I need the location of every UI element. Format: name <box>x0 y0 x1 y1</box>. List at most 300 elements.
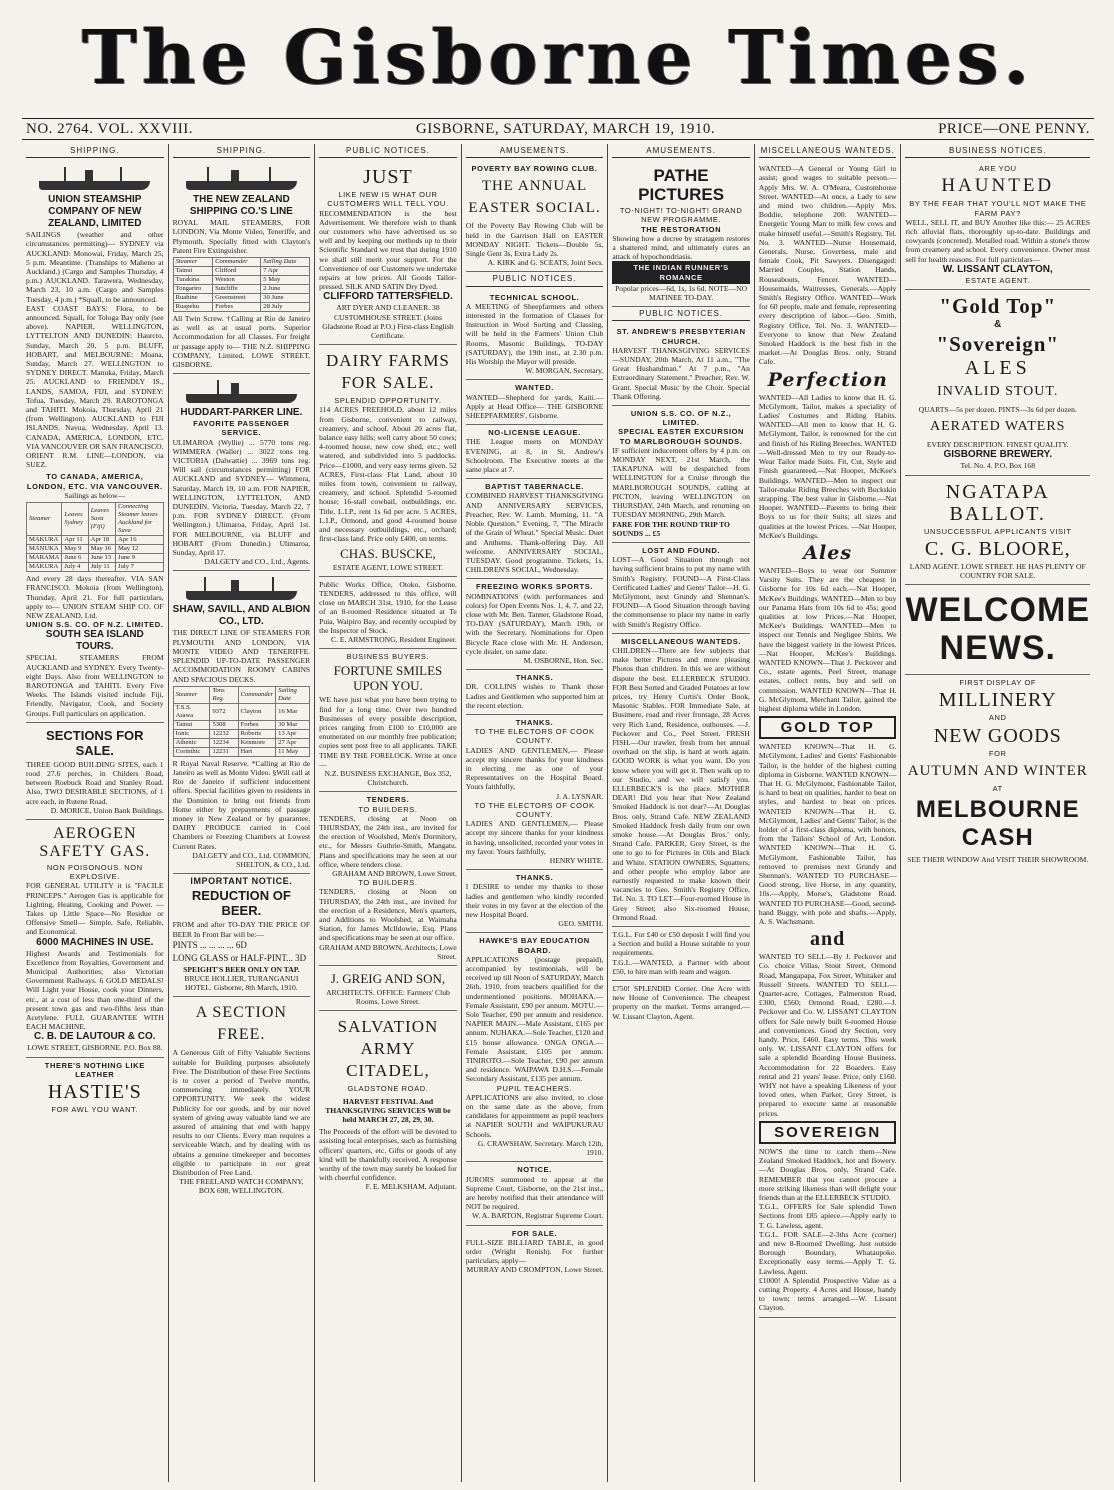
price: PRICE—ONE PENNY. <box>938 120 1090 137</box>
property-ad <box>612 981 750 1025</box>
ad-text: LOST—A Good Situation through not having sufficient brains to put my name with Smith's Registry. FOUND—A First-Class Certificated Ladies' and Gents' Tailor—H. G. McGlymont, next Grundy and Shennan's. FOUND—A Good Situation through having the commonsense to place my name in early with Smith's Registry Office. <box>612 555 750 629</box>
ad-title: C. G. BLOORE, <box>924 537 1071 560</box>
beer-notice-ad <box>173 874 311 997</box>
freezing-works-ad <box>466 579 604 670</box>
table-cell: 7 Apr <box>261 267 310 276</box>
ad-text: Public Works Office, Otoko, Gisborne. TENDERS, addressed to this office, will close on MARCH 31st, 1910, for the Lease of an 8-roomed Residence situated at Te Puia, Waipiro Bay, and recently occupied by the Inspector of Stock. <box>319 579 457 635</box>
ad-text: RECOMMENDATION is the best Advertisement. We therefore wish to thank our customers who have advertised us so well and by keeping our methods up to their Scientific Standard we trust that during 1910 we shall still merit your support. For the Convenience of our Customers we undertake repairs at low prices. All Goods Tailor-pressed. SILK AND SATIN Dry Dyed. <box>319 208 457 292</box>
table-header-cell: Connecting Steamer leaves Auckland for Suva <box>116 503 164 536</box>
ad-title: THE NEW ZEALAND SHIPPING CO.'S LINE <box>189 194 293 218</box>
ad-title: CHAS. BUSCKE, <box>340 545 436 561</box>
ad-subtitle: ESTATE AGENT. <box>965 275 1031 285</box>
table-cell: 11 May <box>276 747 310 756</box>
ad-text: £750! SPLENDID Corner. One Acre with new House of Convenience. The cheapest property on the market. Terms arranged.—W. Lissant Clayton, Agent. <box>612 984 750 1021</box>
ad-text: LADIES AND GENTLEMEN,— Please accept my sincere thanks for your kindness in having, unsolicited, recorded your votes in my favor. Yours faithfully, <box>465 819 604 856</box>
union-steamship-ad <box>26 161 164 723</box>
display-word: and <box>810 928 846 951</box>
ad-text: Showing how a decree by stratagem restores a shattered mind, and ultimately cures an attack of hypochondriasis. <box>612 233 750 262</box>
steamship-icon <box>33 166 157 192</box>
ad-subtitle: THANKS. <box>515 673 554 683</box>
ad-subtitle: PUPIL TEACHERS. <box>496 1083 573 1093</box>
ad-subtitle: GLADSTONE ROAD. <box>347 1084 429 1094</box>
table-row <box>173 303 310 312</box>
ad-subtitle: THERE'S NOTHING LIKE LEATHER <box>44 1060 145 1079</box>
ad-text: FROM and after TO-DAY THE PRICE OF BEER In Front Bar will be:— <box>172 920 311 939</box>
ad-signature: M. OSBORNE, Hon. Sec. <box>523 655 604 665</box>
table-cell: May 9 <box>62 545 88 554</box>
ad-text: Highest Awards and Testimonials for Excellence from Royalties, Government and Municipal Authorities; also Victorian Government Railways. 6 GOLD MEDALS! Will Light your House, cook your Dinners, etc., at a cost of less than one-third of the present town gas and two-fifths less than Acetylene. FULL GUARANTEE WITH EACH MACHINE. <box>26 948 164 1032</box>
table-cell: Hart <box>238 747 276 756</box>
table-cell: 12234 <box>210 738 238 747</box>
ad-text: NOW'S the time to catch them—New Zealand Smoked Haddock, hot and flowery.—At Douglas Bros. only, Strand Cafe. REMEMBER that you cannot procure a more striking likeness than will delight your friends than at the ELLERBECK STUDIO. <box>758 1146 897 1202</box>
aerogen-ad <box>26 820 164 1058</box>
table-cell: 28 July <box>261 303 310 312</box>
table-cell: Apr 18 <box>88 536 115 545</box>
table-row <box>173 294 310 303</box>
ad-text: T.G.L. FOR SALE—2-3ths Acre (corner) and new 8-Roomed Dwelling. Just outside Borough Boundary, Whataupoko. Exceptionally easy terms.—Apply T. G. Lawless, Agent. <box>758 1229 897 1276</box>
ad-title: MELBOURNE CASH <box>915 796 1080 852</box>
ad-signature: G. CRAWSHAW, Secretary. March 12th, 1910. <box>477 1138 604 1158</box>
ad-subtitle: TO CANADA, AMERICA, LONDON, ETC. VIA VANCOUVER. <box>26 472 163 491</box>
jurors-notice-ad <box>466 1162 604 1225</box>
ad-subtitle: NOTICE. <box>517 1165 552 1175</box>
section-heading: PUBLIC NOTICES. <box>612 307 750 321</box>
ad-text: EAST COAST BAYS: Flora, to be announced. Squall, for Tologa Bay only (see above). NAPIER, WELLINGTON, LYTTELTON AND DUNEDIN: Haurcto, Sunday, March 20, 5 p.m. BLUFF, HOBART, and MELBOURNE: Moana, Sunday, March 27. WELLINGTON to SYDNEY DIRECT. Manuka, Friday, March 25. AUCKLAND to FRIENDLY IS., LANDS, SAMOA, FIJI, and SYDNEY: Tofua, Tuesday, March 29. RAROTONGA and TAHITI. Mokoia, Thursday, April 21 (from Wellington). AUCKLAND to FIJI ISLANDS. Navua, Wednesday, April 13. CANADA, AMERICA, LONDON, ETC. VIA VANCOUVER OR SAN FRANCISCO. ORIENT R.M. LINE—LONDON, via SUEZ. <box>26 303 164 470</box>
education-board-ad <box>466 933 604 1162</box>
newspaper-title: The Gisborne Times. <box>81 15 1035 101</box>
table-cell: June 6 <box>62 554 88 563</box>
ad-text: SEE THEIR WINDOW And VISIT THEIR SHOWROOM. <box>907 855 1089 865</box>
column-3 <box>315 144 462 1482</box>
ad-signature: GRAHAM AND BROWN, Architects, Lowe Street. <box>319 942 457 961</box>
architects-ad <box>319 966 457 1011</box>
no-license-ad <box>466 425 604 479</box>
columns <box>22 144 1094 1482</box>
ad-text: R Royal Naval Reserve. *Calling at Rio de Janeiro as well as Monte Video. §Will call at Rio de Janeiro if sufficient inducement offers. Special facilities given to residents in the Dominion to bring out friends from Home either by prepayments of passage money in New Zealand or by guarantee. DAIRY PRODUCE carried in Cool Chambers or Freezing Chambers at Lowest Current Rates. <box>172 758 311 851</box>
misc-wanteds <box>612 634 750 927</box>
table-cell: July 7 <box>116 563 164 572</box>
ad-signature: J. A. LYSNAR. <box>556 791 604 801</box>
ad-text: FULL-SIZE BILLIARD TABLE, in good order (Wright Renish). For further particulars, apply— <box>465 1237 604 1266</box>
pathe-pictures-ad <box>612 161 750 307</box>
section-heading: PUBLIC NOTICES. <box>466 272 604 286</box>
ad-text: I DESIRE to tender my thanks to those ladies and gentlemen who kindly recorded their votes in my favor at the election of the new Hospital Board. <box>465 882 604 920</box>
ad-subtitle: TO BUILDERS. <box>358 804 418 814</box>
ad-subtitle: THE RESTORATION <box>641 224 722 234</box>
ad-subtitle: THANKS. <box>515 873 554 883</box>
ad-subtitle: FAVORITE PASSENGER SERVICE. <box>193 419 290 438</box>
ad-text: EVERY DESCRIPTION. FINEST QUALITY. <box>926 440 1069 450</box>
ad-text: COMBINED HARVEST THANKSGIVING AND ANNIVERSARY SERVICES, Preacher, Rev. W. Lamb. Morning, 11. "A Noble Question." Evening, 7, "The Miracle of the Grain of Wheat." Special Music. Duet and Anthems. Thank-offering Day. All welcome. ANNIVERSARY SOCIAL, TUESDAY. Good programme. Tickets, 1s. CHILDREN'S SOCIAL, Wednesday. <box>465 491 604 575</box>
ad-title: "Sovereign" <box>936 332 1060 357</box>
section-free-ad <box>173 997 311 1199</box>
ad-title: NGATAPA BALLOT. <box>945 480 1050 525</box>
table-cell: 27 Apr <box>276 738 310 747</box>
table-cell: Greenstreet <box>213 294 261 303</box>
table-cell: 16 Mar <box>276 703 310 720</box>
ad-title: MILLINERY <box>938 689 1057 712</box>
ad-signature: F. E. MELKSHAM, Adjutant. <box>365 1182 457 1192</box>
ad-subtitle: FOR SALE. <box>511 1228 558 1238</box>
ad-text: PINTS ... ... ... ... 6D <box>172 939 247 950</box>
ad-text: JURORS summoned to appear at the Supreme Court, Gisborne, on the 21st inst., are hereby notified that their attendance will NOT be required. <box>465 1174 604 1212</box>
ad-text: & <box>994 319 1002 331</box>
ad-text: £1000! A Splendid Prospective Value as a cutting Property. 4 Acres and House, handy to town; terms arranged.—W. Lissant Clayton. <box>758 1275 897 1313</box>
ad-text: LONG GLASS or HALF-PINT... 3D <box>172 952 307 963</box>
table-row <box>27 563 164 572</box>
ad-subtitle: 6000 MACHINES IN USE. <box>36 936 154 948</box>
ad-text: WE have just what you have been trying to find for a long time. Over two hundred Businesses of every possible description, prices ranging from £100 to £10,000 are enumerated on our monthly free publication; copies sent post free to all applicants. TAKE TIME BY THE FORELOCK. Write at once— <box>319 695 457 769</box>
ad-subtitle: LIKE NEW IS WHAT OUR CUSTOMERS WILL TELL YOU. <box>327 190 449 209</box>
table-header-cell: Sailing Date <box>261 258 310 267</box>
ad-subtitle: FOR AWL YOU WANT. <box>51 1105 139 1115</box>
ad-signature: GEO. SMITH. <box>558 919 604 929</box>
table-cell: MAKURA <box>27 563 62 572</box>
table-cell: July 4 <box>62 563 88 572</box>
column-5 <box>608 144 755 1482</box>
table-cell: 5 May <box>261 276 310 285</box>
ad-text: WANTED—All Ladies to know that H. G. McGlymont, Tailor, makes a speciality of Ladies' Costumes and Riding Habits. WANTED—All men to know that H. G. McGlymont, Tailor, is renowned for the cut and finish of his Riding Breeches. WANTED—Well-dressed Men to try our Ready-to-Wear Tailor made Suits. Fit, Cut, Style and Finish guaranteed.—Nat Hooper, McKee's Buildings. WANTED—Men to inspect our Tailor-make Riding Breeches with Buckskin strapping. The best value in Gisborne.—Nat Hooper. WANTED—Parents to bring their Boys to us for their Suits; all sizes and qualities at the lowest Prices. —Nat Hooper, McKee's Buildings. <box>758 392 897 540</box>
ad-text: WELL, SELL IT, and BUY Another like this:— 25 ACRES rich alluvial flats, thoroughly up-to-date. Buildings and cowyards (concreted). Metalled road. Within a stone's throw from creamery and school. Every convenience. Owner must sell for health reasons. For full particulars— <box>905 217 1091 264</box>
table-cell: Tainui <box>173 267 213 276</box>
table-header-cell: Leaves Suva (Fiji) <box>88 503 115 536</box>
ad-subtitle: THE INDIAN RUNNER'S ROMANCE <box>612 261 750 283</box>
table-header-cell: Sailing Date <box>276 686 310 703</box>
ad-text: A MEETING of Sheepfarmers and others interested in the formation of Classes for Instruction in Wool Sorting and Classing, will be held in the Farmers' Union Club Rooms, Masonic Buildings, TO-DAY (SATURDAY), the 19th inst., at 2.30 p.m. His Worship the Mayor will preside. <box>465 301 604 367</box>
ad-text: SAILINGS (weather and other circumstances permitting)— SYDNEY via AUCKLAND: Monowai, Friday, March 25, 5 p.m. Meantime. (Tranships to Maheno at Auckland.) (Cargo and Samples Thursday, 4 p.m.) AUCKLAND. Tarawera, Wednesday, March 23, 10 a.m. (Cargo and Samples Tuesday, 4 p.m.) *Squall, to be announced. <box>26 230 164 304</box>
table-cell: Ionic <box>173 729 210 738</box>
tgl-ad <box>612 927 750 981</box>
ad-signature: C. E. ARMSTRONG, Resident Engineer. <box>331 634 457 644</box>
ad-subtitle: AND <box>988 713 1007 723</box>
ad-text: NOMINATIONS (with performances and colors) for Open Events Nos. 1, 4, 7, and 22, close with Mr. Ben. Tanner, Gladstone Road, TO-DAY (SATURDAY), March 19th, or with the Secretary. Nominations for Open Bicycle Race close with Mr. H. Anderson, cycle dealer, on same date. <box>465 591 604 656</box>
table-cell: Corinthic <box>173 747 210 756</box>
ad-text: IF sufficient inducement offers by 4 p.m. on MONDAY NEXT, 21st March, the TAKAPUNA will be despatched from WELLINGTON for a Cruise through the MARLBOROUGH SOUNDS, calling at PICTON, leaving WELLINGTON on THURSDAY, 24th March, and returning on TUESDAY MORNING, 29th March. <box>612 445 750 520</box>
ad-subtitle: FREEZING WORKS SPORTS. <box>476 582 593 592</box>
ad-subtitle: UNION S.S. CO. OF N.Z. LIMITED. <box>26 620 164 630</box>
column-heading: BUSINESS NOTICES. <box>905 144 1090 158</box>
ad-title: HUDDART-PARKER LINE. <box>180 407 303 419</box>
ad-text: ULIMAROA (Wyllie) ... 5770 tons reg. WIMMERA (Waller) ... 3022 tons reg. VICTORIA (Dalwattie) ... 3969 tons reg. Will sail (circumstances permitting) FOR AUCKLAND and SYDNEY— Wimmera, Saturday, March 19, 10 a.m. FOR NAPIER, WELLINGTON, LYTTELTON, AND DUNEDIN. Victoria, Tuesday, March 22, 7 p.m. FOR SYDNEY DIRECT. (From Wellington.) Ulimaroa, Friday, April 1st. FOR MELBOURNE, via BLUFF and HOBART (From Dunedin.) Ulimaroa, Sunday, April 17. <box>172 437 311 558</box>
table-header-cell: Commander <box>213 258 261 267</box>
ad-text: LOWE STREET, GISBORNE. P.O. Box 88. <box>27 1043 163 1053</box>
ad-text: WANTED—Boys to wear our Summer Varsity Suits. They are the cheapest in Gisborne for 10s 6d each.—Nat Hooper, McKee's Buildings. WANTED—Men to buy our Panama Hats from 10s 6d to 45s; good qualities at low Prices.—Nat Hooper, McKee's Buildings. WANTED—Men to inspect our Tennis and Negligee Shirts. We have the biggest variety in the lowest Prices.—Nat Hooper, McKee's Buildings. WANTED KNOWN—That J. Peckover and Co., estate agents, Peel Street, manage estates, collect rents, buy and sell on commission. WANTED KNOWN—That H. G. McGlymont, Merchant Tailor, gained the highest diploma while in London. <box>758 565 897 713</box>
ad-subtitle: BY THE FEAR THAT YOU'LL NOT MAKE THE FARM PAY? <box>909 199 1087 218</box>
brewery-ad <box>905 290 1090 476</box>
display-word: Perfection <box>767 368 888 391</box>
table-cell: 30 Mar <box>276 720 310 729</box>
ad-title: GISBORNE BREWERY. <box>943 449 1052 461</box>
ad-subtitle: HAWKE'S BAY EDUCATION BOARD. <box>479 936 590 955</box>
ad-subtitle: ST. ANDREW'S PRESBYTERIAN CHURCH. <box>616 327 746 346</box>
ad-text: WANTED—A General or Young Girl to assist; good wages to suitable person.—Apply Mrs. W. A. O'Meara, Customhouse Street. WANTED—At once, a Lady to sew and mind two children.—Apply Mrs. Boddie, telephone 200. WANTED—Energetic Young Man to milk few cows and make himself useful.—Smith's Registry, Tel. No. 3. WANTED—Nurse Housemaid, Generals, Nurse, Governess, male and female Cook, Pit Sawyers. Disengaged: Married Couples, Station Hands, Rouseabouts, Fencer. WANTED—Housemaids, Waitresses, Generals.—Apply Smith's Registry Office. WANTED—Work for 60 people, male and female, representing every description of labor.—Geo. Smith, Registry Office, Tel. No. 3. WANTED—Everyone to know that New Zealand Smoked Haddock is the best fish in the market.—At Douglas Bros. only, Strand Cafe. <box>758 164 897 367</box>
table-cell: May 16 <box>88 545 115 554</box>
steamship-icon <box>179 576 303 602</box>
column-7 <box>901 144 1094 1482</box>
ad-text: ART DYER AND CLEANER. 38 CUSTOMHOUSE STREET. (Joins Gladstone Road at P.O.) First-class English Certificate. <box>322 303 454 341</box>
table-cell: Roberts <box>238 729 276 738</box>
ad-text: APPLICATIONS are also invited, to close on the same date as the above, from candidates for appointment as pupil teachers at NAPIER SOUTH and WAIPUKURAU Schools. <box>465 1092 604 1139</box>
ad-text: WANTED TO SELL—By J. Peckover and Co. choice Villas, Stout Street, Ormond Road, Mangapapa, Fox Street, Whitaker and Russell Streets. WANTED TO SELL—Quarter-acre, Cottages, Palmerston Road, £300, £560; Ormond Road, £280.—J. Peckover and Co. W. LISSANT CLAYTON offers for Sale newly built 6-roomed House and conveniences. Good dry Section, very handy. Price, £460. Easy terms. This week only. W. LISSANT CLAYTON offers for sale a splendid Boarding House Business. Accommodation for 22 Boarders. Easy rental and 21 years' lease. Price, only £160. WHY not have a speaking Likeness of your loved ones, when Parker, Grey Street, is prepared to execute same at reasonable prices. <box>758 952 897 1118</box>
ad-signature: W. A. BARTON, Registrar Supreme Court. <box>471 1211 604 1221</box>
ad-text: Of the Poverty Bay Rowing Club will be held in the Garrison Hall on EASTER MONDAY NIGHT. Tickets—Double 5s, Single Gent 3s, Extra Lady 2s. <box>465 221 604 259</box>
ad-signature: DALGETY and CO., Ltd. COMMON, SHELTON, & CO., Ltd. <box>192 850 311 869</box>
sailings-table <box>173 686 311 757</box>
wanted-ad <box>466 380 604 425</box>
ad-title: "Gold Top" <box>939 294 1057 319</box>
ad-text: APPLICATIONS (postage prepaid), accompanied by testimonials, will be received up till Noon of SATURDAY, March 26th, 1910, from teachers qualified for the undermentioned positions. MOHAKA.—Female Assistant, £90 per annum. MOTU.—Sole Teacher, £90 per annum and residence. NAPIER MAIN.—Male Assistant, £165 per annum. NUHAKA.—Sole Teacher, £120 and £15 house allowance. ONGA ONGA.—Female Assistant, £105 per annum. TINIROTO.—Sole Teacher, £90 per annum and residence. WAIPAWA D.H.S.—Female Secondary Assistant, £135 per annum. <box>465 954 604 1084</box>
ad-subtitle: TO BUILDERS. <box>358 878 418 888</box>
table-row <box>173 720 310 729</box>
electors-ad <box>466 715 604 870</box>
table-cell: 30 June <box>261 294 310 303</box>
table-row <box>27 545 164 554</box>
table-cell: Ruapehu <box>173 303 213 312</box>
ad-signature: A. KIRK and G. SCEATS, Joint Secs. <box>487 258 604 268</box>
business-buyers-ad <box>319 649 457 792</box>
ad-text: WANTED—Shepherd for yards, Kaiti.—Apply at Head Office— THE GISBORNE SHEEPFARMERS', Gisborne. <box>465 392 604 421</box>
ad-title: AUTUMN AND WINTER <box>907 762 1088 779</box>
table-cell: MARAMA <box>27 554 62 563</box>
ad-text: Tel. No. 4. P.O. Box 168 <box>960 461 1036 471</box>
table-header-cell: Commander <box>238 686 276 703</box>
ad-title: W. LISSANT CLAYTON, <box>942 263 1053 275</box>
ad-title: C. B. DE LAUTOUR & CO. <box>34 1031 156 1043</box>
ad-text: HARVEST FESTIVAL And THANKSGIVING SERVICES Will be held MARCH 27, 28, 29, 30. <box>325 1096 451 1125</box>
ad-subtitle: POVERTY BAY ROWING CLUB. <box>471 164 598 174</box>
ad-text: FARE FOR THE ROUND TRIP TO SOUNDS ... £5 <box>612 519 730 538</box>
ad-text: ROYAL MAIL STEAMERS, FOR LONDON, Via Monte Video, Teneriffe, and Plymouth. Specially fitted with Clayton's Patent Fire Extinguisher. <box>172 218 311 255</box>
ad-title: A SECTION FREE. <box>195 1004 287 1044</box>
table-cell: June 9 <box>116 554 164 563</box>
ad-title: HAUNTED <box>941 175 1055 197</box>
steamship-icon <box>179 166 303 192</box>
sailings-table <box>173 257 311 312</box>
thanks-ad <box>466 870 604 933</box>
ad-subtitle: TO-NIGHT! TO-NIGHT! GRAND NEW PROGRAMME. <box>619 206 743 225</box>
column-heading: PUBLIC NOTICES. <box>319 144 457 158</box>
column-heading: SHIPPING. <box>173 144 311 158</box>
ad-text: T.G.L. For £40 or £50 deposit I will find you a Section and build a House suitable to your requirements. <box>612 930 750 958</box>
table-cell: May 12 <box>116 545 164 554</box>
ad-text: Popular prices—6d, 1s, 1s 6d. NOTE—NO MATINEE TO-DAY. <box>615 283 748 303</box>
table-cell: Apr 16 <box>116 536 164 545</box>
table-cell: Turakina <box>173 276 213 285</box>
ad-title: SOUTH SEA ISLAND TOURS. <box>45 629 144 653</box>
steamship-icon <box>179 379 303 405</box>
ad-title: UNION STEAMSHIP COMPANY OF NEW ZEALAND, LIMITED <box>48 194 142 230</box>
table-cell: Apr 11 <box>62 536 88 545</box>
sailings-table <box>26 502 164 572</box>
ad-text: Sailings as below— <box>64 490 126 500</box>
ad-subtitle: NON POISONOUS. NON EXPLOSIVE. <box>46 862 143 882</box>
table-row <box>173 267 310 276</box>
sections-for-sale-ad <box>26 723 164 820</box>
ad-text: CHILDREN—There are few subjects that make better Pictures and more pleasing Photos than children. In this we are without dispute the best. ELLERBECK STUDIO. FOR Best Sorted and Graded Potatoes at low prices, try Henry Curtis's Order Book, Masonic Stables. FOR Immediate Sale, at Busimere, road and river frontage, 28 Acres very Rich Land, Residence, outhouses. —J. Peckover and Co., Peel Street. FRESH FISH.—Our trawler, fresh from her annual overhaul on the slip, is hard at work again. GOOD WORK is what you want. Do you know where you will get it. Then walk up to our Studio, and we will satisfy you. ELLERBECK'S is the place. MOTHER DEAR! Did you hear that New Zealand Smoked Haddock is not dear?—At Douglas Bros. only, Strand Cafe. NEW ZEALAND Smoked Haddock fresh daily from our own smoke house.—At Douglas Bros.' only, Strand Cafe. PARKER, Grey Street, is the one to go to for Pictures in Oils and Black and White. STATION OWNERS, Squatters, and other people who employ labor are earnestly requested to make known their vacancies to Geo. Smith's Registry Office, Tel. No. 3. TO LET—Four-roomed House in Grey Street; also Six-roomed House, Ormond Road. <box>612 645 750 922</box>
table-cell: Ruahine <box>173 294 213 303</box>
ad-title: THE ANNUAL EASTER SOCIAL. <box>468 178 601 217</box>
excursion-ad <box>612 406 750 543</box>
ad-subtitle: IMPORTANT NOTICE. <box>190 876 293 887</box>
ad-title: SALVATION ARMY CITADEL, <box>337 1017 439 1081</box>
table-cell: Forbes <box>213 303 261 312</box>
ad-text: WANTED KNOWN—That H. G. McGlymont, Ladies' and Gents' Fashionable Tailor, is the holder of the highest cutting diploma in Gisborne. WANTED KNOWN—That H. G. McGlymont, Fashionable Tailor, is hard to beat on qualities, harder to beat on styles, and hardest to beat on prices. WANTED KNOWN—That H. G. McGlymont, Ladies' and Gents' Tailor, is the holder of a first-class diploma, with honors, from the Tailors' School of Art, London. WANTED KNOWN—That H. G. McGlymont, Fashionable Tailor, has removed to premises next Grundy and Shennan's. WANTED TO PURCHASE—Good strong, live Horse, in any quantity, 10s.—Apply, Morse's, Gladstone Road. WANTED TO PURCHASE—Good, second-hand Buggy, with pole and shafts.—Apply, A. S. Wachsmann. <box>758 742 897 927</box>
display-word: GOLD TOP <box>759 716 897 739</box>
technical-school-ad <box>466 290 604 381</box>
ad-title: AEROGEN SAFETY GAS. <box>39 824 151 860</box>
ad-subtitle: BUSINESS BUYERS. <box>346 652 430 662</box>
table-cell: 9372 <box>210 703 238 720</box>
haunted-ad <box>905 161 1090 290</box>
table-cell: 5308 <box>210 720 238 729</box>
table-header-cell: Tons Reg. <box>210 686 238 703</box>
column-heading: MISCELLANEOUS WANTEDS. <box>759 144 897 158</box>
table-header-cell: Steamer <box>27 503 62 536</box>
table-cell: 13 Apr <box>276 729 310 738</box>
ad-text: LAND AGENT. LOWE STREET. HE HAS PLENTY OF COUNTRY FOR SALE. <box>909 561 1086 581</box>
ad-text: The Proceeds of the effort will be devoted to assisting local enterprises, such as furnishing officers' quarters, etc. Gifts or goods of any kind will be thankfully received. A response worthy of the town may surely be looked for with cheerful confidence. <box>319 1127 457 1183</box>
ad-signature: N.Z. BUSINESS EXCHANGE, Box 352, Christchurch. <box>324 768 452 788</box>
ad-subtitle: UNSUCCESSFUL APPLICANTS VISIT <box>923 526 1072 536</box>
ad-signature: MURRAY AND CROMPTON, Lowe Street. <box>466 1265 604 1275</box>
ad-text: All Twin Screw. †Calling at Rio de Janeiro as well as at usual ports. Superior Accommodation for all Classes. For freight or passage apply to— THE N.Z. SHIPPING COMPANY, Limited, LOWE STREET, GISBORNE. <box>172 314 311 370</box>
ad-subtitle: UNION S.S. CO. OF N.Z., LIMITED. <box>630 409 732 428</box>
ad-text: ESTATE AGENT, LOWE STREET. <box>332 562 444 572</box>
ad-subtitle: MISCELLANEOUS WANTEDS. <box>621 636 742 646</box>
column-1 <box>22 144 169 1482</box>
ad-text: DR. COLLINS wishes to Thank those Ladies and Gentlemen who supported him at the recent election. <box>465 682 604 710</box>
ad-subtitle: AT <box>992 783 1003 793</box>
column-2 <box>169 144 316 1482</box>
ad-text: THE League meets on MONDAY EVENING, at 8, in St. Andrew's Schoolroom. The Executive meets at the same place at 7. <box>465 437 604 475</box>
ad-text: A Generous Gift of Fifty Valuable Sections suitable for Building purposes absolutely Free. The Distribution of these Free Sections is to cover a period of Twelve months, commencing immediately. YOUR OPPORTUNITY. We seek the widest Publicity for our goods, and by our novel system of giving away valuable land we are assured of attaining that end with happy results to our Clients. Every man requires a serviceable Watch, and by dealing with us obtains a genuine timekeeper and becomes eligible to participate in our great Distribution of Free Land. <box>172 1048 311 1177</box>
ad-subtitle: LOST AND FOUND. <box>642 545 721 555</box>
table-cell: Tainui <box>173 720 210 729</box>
ad-title: J. GREIG AND SON, <box>330 971 446 987</box>
ad-text: TENDERS, closing at Noon on THURSDAY, the 24th inst., are invited for the erection of Woolshed, Men's Dormitory, etc., for Messrs Guthrie-Smith, Mangatu. Plans and specifications may be seen at our office, where tenders close. <box>319 813 457 869</box>
edition-line <box>22 118 1094 140</box>
table-cell: Forbes <box>238 720 276 729</box>
table-cell: Clayton <box>238 703 276 720</box>
table-cell: 2 June <box>261 285 310 294</box>
ad-text: T.G.L.—WANTED, a Partner with about £50, to hire man with team and wagon. <box>612 957 750 976</box>
ad-text: QUARTS—5s per dozen. PINTS—3s 6d per dozen. <box>918 405 1077 415</box>
ad-title: PATHE PICTURES <box>638 166 725 205</box>
column-heading: AMUSEMENTS. <box>466 144 604 158</box>
ad-subtitle: BAPTIST TABERNACLE. <box>485 482 584 492</box>
table-cell: July 11 <box>88 563 115 572</box>
ad-signature: GRAHAM AND BROWN, Lowe Street. <box>332 868 457 878</box>
ad-title: FORTUNE SMILES UPON YOU. <box>333 663 443 694</box>
ad-subtitle: SPECIAL EASTER EXCURSION TO MARLBOROUGH SOUNDS. <box>618 427 745 446</box>
table-cell: Clifford <box>213 267 261 276</box>
ad-subtitle: FIRST DISPLAY OF <box>959 678 1037 688</box>
display-word: Ales <box>803 541 853 564</box>
table-row <box>173 729 310 738</box>
table-row <box>27 536 164 545</box>
ad-text: T.G.L. OFFERS for Sale splendid Town Sections from £85 apiece.—Apply early to T. G. Lawless, agent. <box>758 1202 897 1230</box>
nz-shipping-ad <box>173 161 311 374</box>
column-heading: AMUSEMENTS. <box>612 144 750 158</box>
ad-text: ARCHITECTS. OFFICE: Farmers' Club Rooms, Lowe Street. <box>326 988 450 1007</box>
ngatapa-ad <box>905 476 1090 586</box>
ad-signature: BRUCE HOLLIER, TURANGANUI HOTEL. Gisborne, 8th March, 1910. <box>184 973 299 993</box>
ad-title: WELCOME NEWS. <box>905 591 1091 668</box>
rowing-club-ad <box>466 161 604 272</box>
ad-title: NEW GOODS <box>933 724 1062 747</box>
dateline: GISBORNE, SATURDAY, MARCH 19, 1910. <box>415 120 716 137</box>
ad-text: LADIES AND GENTLEMEN,— Please accept my sincere thanks for your kindness in electing me as one of your Representatives on the Hospital Board. Yours faithfully, <box>465 745 604 792</box>
table-cell: MAKURA <box>27 536 62 545</box>
table-row <box>27 554 164 563</box>
table-row <box>173 276 310 285</box>
ad-title: DAIRY FARMS FOR SALE. <box>326 351 450 393</box>
ad-subtitle: TO THE ELECTORS OF COOK COUNTY. <box>474 727 595 746</box>
salvation-army-ad <box>319 1011 457 1195</box>
shaw-savill-ad <box>173 571 311 874</box>
ad-subtitle: ARE YOU <box>978 164 1017 174</box>
table-header-cell: Steamer <box>173 686 210 703</box>
ad-text: THE DIRECT LINE OF STEAMERS FOR PLYMOUTH AND LONDON, VIA MONTE VIDEO AND TENERIFFE. SPLENDID UP-TO-DATE PASSENGER ACCOMMODATION ROOMY CABINS AND SPACIOUS DECKS. <box>172 628 311 684</box>
table-row <box>173 285 310 294</box>
ad-text: SPECIAL STEAMERS FROM AUCKLAND and SYDNEY. Every Twenty-eight Days. Also from WELLINGTON to RAROTONGA and TAHITI. Every Five Weeks. The Islands visited include Fiji, Friendly, Navigator, Cook, and Society Groups. Full particulars on application. <box>26 653 164 718</box>
ad-title: AERATED WATERS <box>930 419 1066 435</box>
table-cell: T.S.S. Arawa <box>173 703 210 720</box>
ad-title: JUST <box>363 166 413 189</box>
table-cell: Tongariro <box>173 285 213 294</box>
table-cell: Sutcliffe <box>213 285 261 294</box>
melbourne-cash-ad <box>905 675 1090 868</box>
ad-subtitle: FOR <box>988 748 1007 758</box>
table-cell: Weston <box>213 276 261 285</box>
ad-subtitle: TENDERS. <box>366 795 410 805</box>
ad-title: HASTIE'S <box>47 1081 142 1104</box>
dairy-farms-ad <box>319 345 457 576</box>
ad-subtitle: TECHNICAL SCHOOL. <box>489 292 580 302</box>
table-row <box>173 703 310 720</box>
ad-text: SPEIGHT'S BEER ONLY ON TAP. <box>183 964 300 974</box>
ad-subtitle: SPLENDID OPPORTUNITY. <box>334 396 442 406</box>
ad-text: THREE GOOD BUILDING SITES, each 1 rood 27.6 perches, in Childers Road, between Roebuck Road and Stanley Road. Also, TWO DESIRABLE SECTIONS, of 1 acre each, in Rutene Road. <box>26 759 164 806</box>
column-4 <box>462 144 609 1482</box>
ad-text: FOR GENERAL UTILITY it is "FACILE PRINCEPS." Aerogen Gas is applicable for Lighting, Heating, Cooking and Power. —Takes up Little Space—No Residue or Offensive Smell— Simple, Safe, Reliable, and Economical. <box>26 881 164 937</box>
table-cell: 12231 <box>210 747 238 756</box>
ad-text: 114 ACRES FREEHOLD, about 12 miles from Gisborne, convenient to railway, creamery, and school. About 20 acres flat, balance easy hills; well carry about 50 cows; 4-roomed house, new cow shed, etc.; well watered, and subdivided into 5 paddocks. Price—£1000, and very easy terms given. 52 ACRES, First-class Flat Land, about 10 miles from town, convenient to railway, creamery, and school. Splendid 5-roomed house; 16-stall cowbail, outbuildings, etc. Title, L.I.P., rent 1s 6d per acre. 5 ACRES, L.I.P., Ormond, and good 4-roomed house and necessary outbuildings, etc., orchard; first-class land. Price only £400, on terms. <box>319 405 457 544</box>
column-6 <box>755 144 902 1482</box>
church-ad <box>612 324 750 406</box>
ad-subtitle: WANTED. <box>515 383 554 393</box>
tenders-ad <box>319 792 457 966</box>
table-row <box>173 747 310 756</box>
table-row <box>173 738 310 747</box>
ad-signature: W. MORGAN, Secretary. <box>525 366 604 376</box>
table-header-cell: Steamer <box>173 258 213 267</box>
table-cell: Kenmore <box>238 738 276 747</box>
column-heading: SHIPPING. <box>26 144 164 158</box>
ad-title: ALES <box>964 357 1031 380</box>
ad-title: CLIFFORD TATTERSFIELD. <box>323 291 453 303</box>
hastie-ad <box>26 1058 164 1119</box>
ad-title: INVALID STOUT. <box>937 384 1059 400</box>
lost-found-ad <box>612 543 750 634</box>
table-cell: 12232 <box>210 729 238 738</box>
ad-subtitle: NO-LICENSE LEAGUE. <box>488 428 581 438</box>
dyer-ad <box>319 161 457 345</box>
ad-subtitle: TO THE ELECTORS OF COOK COUNTY. <box>474 800 595 819</box>
billiard-table-ad <box>466 1226 604 1279</box>
display-word: SOVEREIGN <box>759 1121 897 1144</box>
table-cell: June 13 <box>88 554 115 563</box>
